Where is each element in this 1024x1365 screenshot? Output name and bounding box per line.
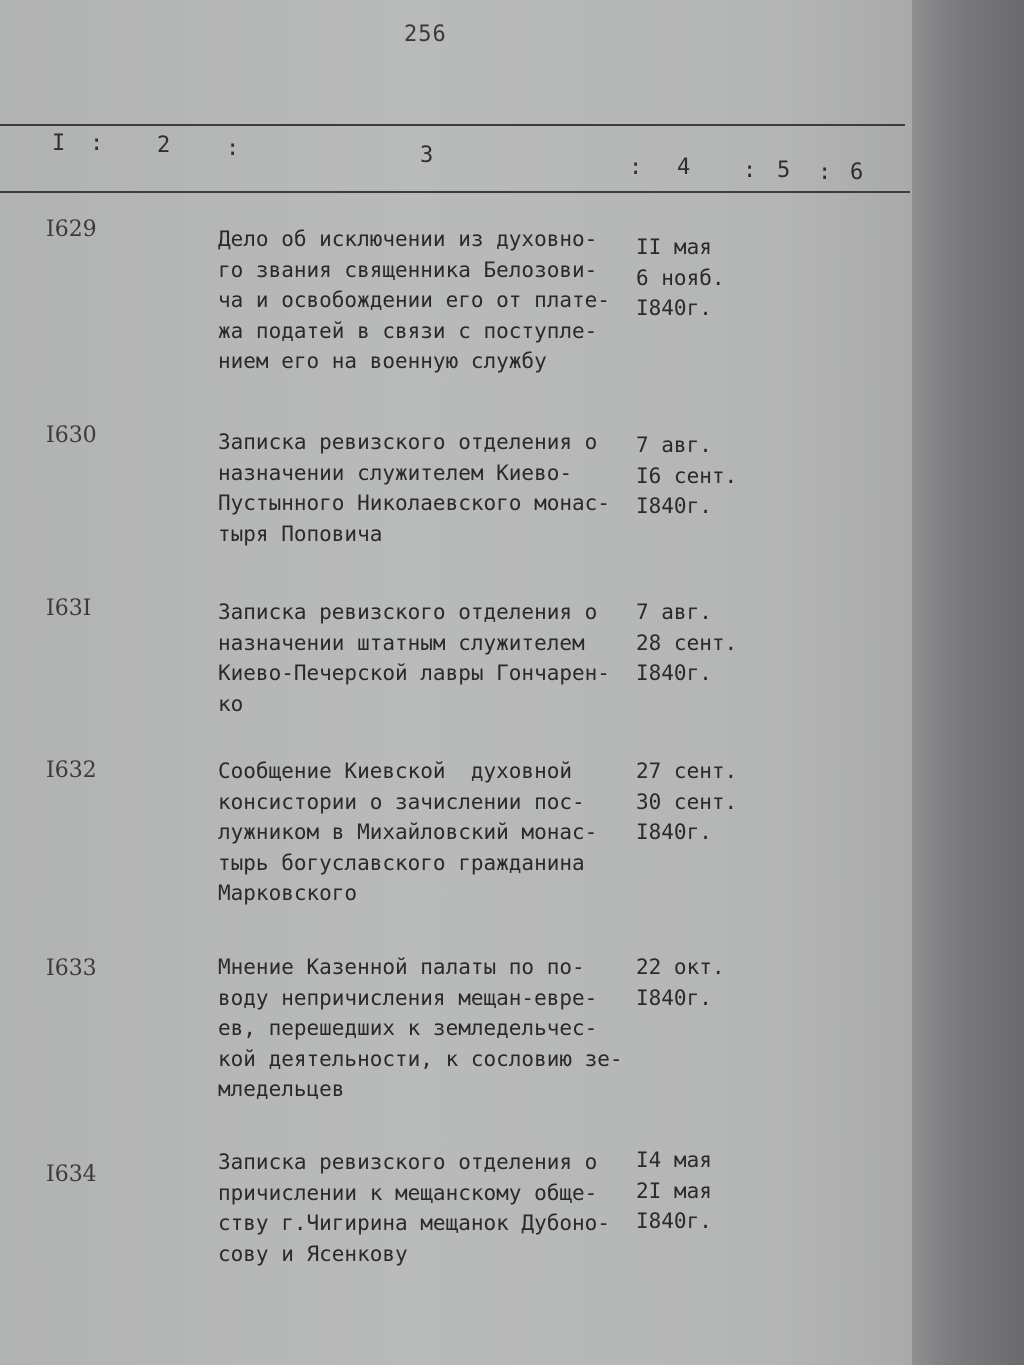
entry-description: Записка ревизского отделения о назначении служителем Киево- Пустынного Николаевского монас- тыря Поповича (218, 430, 610, 546)
entry-dates: I4 мая 2I мая I840г. (636, 1148, 712, 1233)
entry-dates: 7 авг. 28 сент. I840г. (636, 600, 738, 685)
entry-description: Записка ревизского отделения о назначении штатным служителем Киево-Печерской лавры Гончарен- ко (218, 600, 610, 716)
table-header-bottom-rule (0, 191, 910, 193)
column-header-6: 6 (850, 160, 864, 185)
column-header-5: 5 (777, 158, 791, 183)
table-header-top-rule (0, 124, 905, 126)
entry-description: Записка ревизского отделения о причислении к мещанскому обще- ству г.Чигирина мещанок Дубоно- сову и Ясенкову (218, 1150, 610, 1266)
column-separator: : (629, 155, 643, 180)
column-separator: : (226, 136, 240, 161)
column-header-4: 4 (677, 155, 691, 180)
entry-description: Сообщение Киевской духовной консистории о зачислении пос- лужником в Михайловский монас- тырь богуславского гражданина Марковского (218, 759, 598, 905)
column-separator: : (90, 131, 104, 156)
entry-dates: II мая 6 нояб. I840г. (636, 235, 725, 320)
column-header-2: 2 (157, 133, 171, 158)
column-header-3: 3 (420, 143, 434, 168)
entry-description: Дело об исключении из духовно- го звания священника Белозови- ча и освобождении его от плате- жа податей в связи с поступле- нием его на военную службу (218, 227, 610, 373)
entry-number: I632 (46, 758, 97, 783)
adjacent-page-edge (912, 0, 1024, 1365)
entry-number: I63I (46, 596, 92, 621)
entry-number: I629 (46, 217, 97, 242)
entry-dates: 22 окт. I840г. (636, 955, 725, 1010)
column-header-1: I (52, 131, 66, 156)
entry-number: I633 (46, 956, 97, 981)
page-number: 256 (404, 22, 447, 47)
entry-number: I630 (46, 423, 97, 448)
entry-dates: 7 авг. I6 сент. I840г. (636, 433, 738, 518)
column-separator: : (743, 158, 757, 183)
column-separator: : (818, 160, 832, 185)
entry-number: I634 (46, 1162, 97, 1187)
entry-dates: 27 сент. 30 сент. I840г. (636, 759, 738, 844)
entry-description: Мнение Казенной палаты по по- воду непричисления мещан-евре- ев, перешедших к земледельчес- кой деятельности, к сословию зе- мледельцев (218, 955, 623, 1101)
